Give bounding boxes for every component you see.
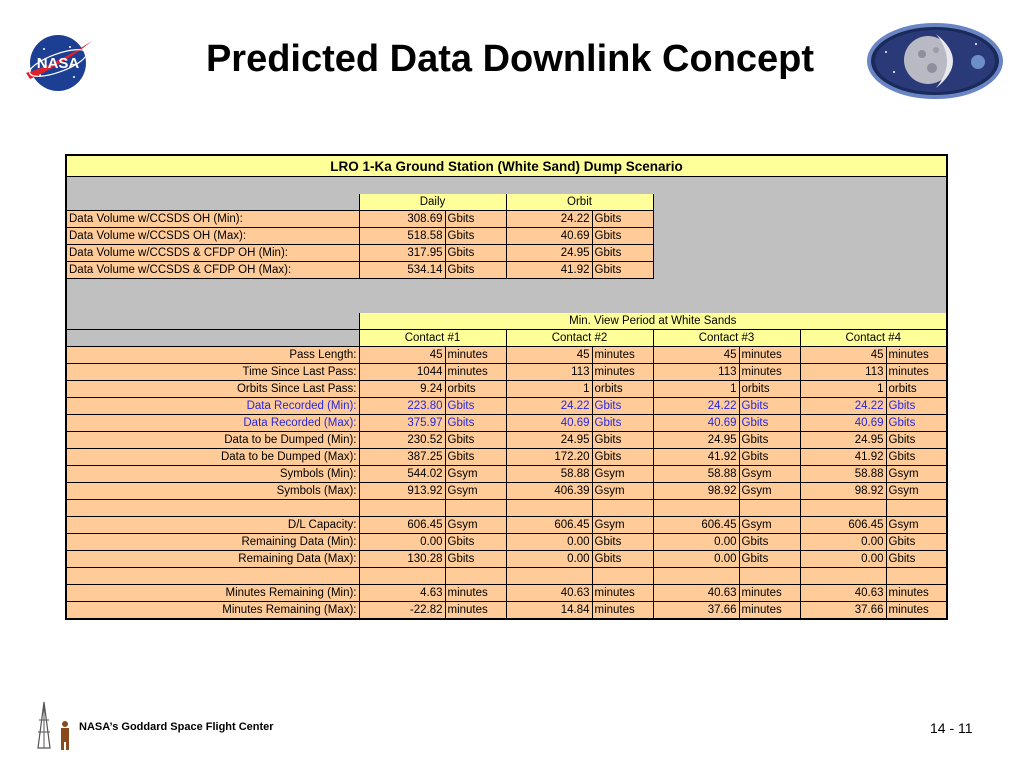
cell-unit: minutes <box>739 585 800 602</box>
blank-value <box>359 500 445 517</box>
table-title-row <box>66 155 947 177</box>
blank-row <box>66 500 947 517</box>
orbit-unit: Gbits <box>592 262 653 279</box>
lunar-mission-logo <box>866 22 1004 105</box>
cell-unit: Gsym <box>739 466 800 483</box>
orbit-unit: Gbits <box>592 228 653 245</box>
cell-value: 0.00 <box>800 551 886 568</box>
cell-value: 406.39 <box>506 483 592 500</box>
contact-header: Contact #2 <box>506 330 653 347</box>
contact-header: Contact #3 <box>653 330 800 347</box>
cell-unit: Gbits <box>592 534 653 551</box>
cell-value: 1 <box>506 381 592 398</box>
cell-unit: Gsym <box>445 517 506 534</box>
cell-unit: orbits <box>739 381 800 398</box>
cell-value: 4.63 <box>359 585 445 602</box>
blank-unit <box>445 568 506 585</box>
cell-value: 0.00 <box>800 534 886 551</box>
table-row <box>66 381 947 398</box>
spacer-row <box>66 296 947 313</box>
row-label: Data to be Dumped (Min): <box>66 432 359 449</box>
blank-value <box>800 568 886 585</box>
row-label: Symbols (Min): <box>66 466 359 483</box>
cell-value: 45 <box>506 347 592 364</box>
table-row <box>66 262 947 279</box>
table-row <box>66 347 947 364</box>
cell-unit: Gbits <box>739 432 800 449</box>
cell-value: 40.69 <box>653 415 739 432</box>
cell-unit: minutes <box>739 347 800 364</box>
blank-value <box>800 500 886 517</box>
row-label: Remaining Data (Max): <box>66 551 359 568</box>
blank-unit <box>592 568 653 585</box>
orbit-value: 41.92 <box>506 262 592 279</box>
blank-value <box>653 500 739 517</box>
cell-unit: Gsym <box>886 517 947 534</box>
row-label: Data Volume w/CCSDS & CFDP OH (Max): <box>66 262 359 279</box>
cell-value: 45 <box>653 347 739 364</box>
table-row <box>66 245 947 262</box>
blank-unit <box>592 500 653 517</box>
table-row <box>66 585 947 602</box>
cell-value: 606.45 <box>800 517 886 534</box>
cell-value: 1044 <box>359 364 445 381</box>
cell-unit: Gbits <box>886 551 947 568</box>
cell-value: 24.22 <box>506 398 592 415</box>
table-row <box>66 602 947 620</box>
cell-unit: Gbits <box>592 398 653 415</box>
cell-value: 0.00 <box>653 551 739 568</box>
top-row-fill <box>653 262 947 279</box>
daily-unit: Gbits <box>445 211 506 228</box>
table-row <box>66 432 947 449</box>
cell-value: 0.00 <box>506 551 592 568</box>
cell-unit: minutes <box>739 602 800 620</box>
view-period-blank <box>66 313 359 330</box>
slide-title: Predicted Data Downlink Concept <box>205 38 815 80</box>
cell-value: 58.88 <box>800 466 886 483</box>
daily-unit: Gbits <box>445 245 506 262</box>
nasa-logo <box>22 33 94 98</box>
cell-value: 606.45 <box>359 517 445 534</box>
blank-unit <box>886 568 947 585</box>
cell-unit: minutes <box>592 347 653 364</box>
table-row <box>66 415 947 432</box>
contact-header-row <box>66 330 947 347</box>
cell-unit: Gsym <box>445 466 506 483</box>
cell-unit: Gbits <box>445 534 506 551</box>
orbit-value: 24.95 <box>506 245 592 262</box>
cell-value: 98.92 <box>653 483 739 500</box>
cell-unit: minutes <box>592 585 653 602</box>
cell-unit: Gbits <box>886 432 947 449</box>
cell-unit: Gbits <box>445 449 506 466</box>
cell-unit: minutes <box>886 585 947 602</box>
row-label: Data Volume w/CCSDS OH (Min): <box>66 211 359 228</box>
top-row-fill <box>653 228 947 245</box>
cell-value: 1 <box>800 381 886 398</box>
cell-unit: minutes <box>886 347 947 364</box>
cell-unit: Gsym <box>592 517 653 534</box>
daily-value: 518.58 <box>359 228 445 245</box>
table-title: LRO 1-Ka Ground Station (White Sand) Dump Scenario <box>66 155 947 177</box>
daily-value: 534.14 <box>359 262 445 279</box>
cell-unit: Gbits <box>445 415 506 432</box>
table-row <box>66 449 947 466</box>
cell-value: -22.82 <box>359 602 445 620</box>
cell-value: 45 <box>800 347 886 364</box>
contact-header-blank <box>66 330 359 347</box>
spacer-row <box>66 279 947 296</box>
cell-value: 544.02 <box>359 466 445 483</box>
cell-unit: Gbits <box>592 449 653 466</box>
table-row <box>66 534 947 551</box>
row-label: Pass Length: <box>66 347 359 364</box>
cell-unit: Gsym <box>739 483 800 500</box>
spacer-cell <box>66 296 947 313</box>
cell-unit: Gbits <box>739 398 800 415</box>
cell-unit: Gbits <box>445 432 506 449</box>
cell-value: 1 <box>653 381 739 398</box>
view-period-row <box>66 313 947 330</box>
daily-unit: Gbits <box>445 262 506 279</box>
table-row <box>66 483 947 500</box>
view-period-header: Min. View Period at White Sands <box>359 313 947 330</box>
cell-value: 24.95 <box>506 432 592 449</box>
contact-header: Contact #4 <box>800 330 947 347</box>
cell-unit: Gbits <box>886 415 947 432</box>
cell-unit: Gsym <box>886 483 947 500</box>
cell-unit: orbits <box>592 381 653 398</box>
cell-value: 387.25 <box>359 449 445 466</box>
cell-unit: Gbits <box>445 551 506 568</box>
page-number: 14 - 11 <box>930 720 973 736</box>
table-row <box>66 466 947 483</box>
cell-unit: Gsym <box>592 483 653 500</box>
cell-unit: Gbits <box>739 415 800 432</box>
cell-value: 14.84 <box>506 602 592 620</box>
orbit-value: 40.69 <box>506 228 592 245</box>
cell-unit: minutes <box>445 347 506 364</box>
daily-value: 308.69 <box>359 211 445 228</box>
cell-value: 37.66 <box>800 602 886 620</box>
row-label: Data Volume w/CCSDS OH (Max): <box>66 228 359 245</box>
row-label: Data Recorded (Min): <box>66 398 359 415</box>
cell-unit: minutes <box>886 602 947 620</box>
footer-org: NASA’s Goddard Space Flight Center <box>79 721 274 733</box>
row-label: Symbols (Max): <box>66 483 359 500</box>
goddard-footer-logo <box>30 698 78 759</box>
header-daily: Daily <box>359 194 506 211</box>
cell-value: 0.00 <box>359 534 445 551</box>
contact-header: Contact #1 <box>359 330 506 347</box>
daily-value: 317.95 <box>359 245 445 262</box>
cell-unit: minutes <box>592 602 653 620</box>
cell-unit: Gsym <box>886 466 947 483</box>
top-header-blank <box>66 194 359 211</box>
header-orbit: Orbit <box>506 194 653 211</box>
cell-value: 606.45 <box>653 517 739 534</box>
cell-unit: orbits <box>445 381 506 398</box>
cell-unit: Gsym <box>592 466 653 483</box>
cell-unit: minutes <box>886 364 947 381</box>
top-row-fill <box>653 211 947 228</box>
cell-unit: Gbits <box>886 534 947 551</box>
blank-unit <box>739 500 800 517</box>
nasa-logo-text: NASA <box>36 55 80 72</box>
cell-value: 24.22 <box>800 398 886 415</box>
cell-unit: Gsym <box>445 483 506 500</box>
blank-label <box>66 500 359 517</box>
orbit-unit: Gbits <box>592 245 653 262</box>
cell-value: 40.69 <box>506 415 592 432</box>
cell-value: 41.92 <box>800 449 886 466</box>
orbit-value: 24.22 <box>506 211 592 228</box>
cell-value: 41.92 <box>653 449 739 466</box>
cell-value: 375.97 <box>359 415 445 432</box>
cell-value: 37.66 <box>653 602 739 620</box>
table-row <box>66 211 947 228</box>
cell-unit: Gbits <box>592 551 653 568</box>
table-row <box>66 398 947 415</box>
cell-value: 113 <box>506 364 592 381</box>
row-label: Time Since Last Pass: <box>66 364 359 381</box>
cell-value: 172.20 <box>506 449 592 466</box>
cell-value: 606.45 <box>506 517 592 534</box>
cell-value: 913.92 <box>359 483 445 500</box>
cell-unit: Gbits <box>592 432 653 449</box>
cell-unit: Gbits <box>739 551 800 568</box>
top-row-fill <box>653 245 947 262</box>
cell-value: 24.95 <box>653 432 739 449</box>
cell-value: 45 <box>359 347 445 364</box>
cell-unit: Gbits <box>886 449 947 466</box>
blank-value <box>653 568 739 585</box>
row-label: D/L Capacity: <box>66 517 359 534</box>
cell-unit: Gbits <box>445 398 506 415</box>
row-label: Remaining Data (Min): <box>66 534 359 551</box>
cell-unit: Gbits <box>739 534 800 551</box>
daily-unit: Gbits <box>445 228 506 245</box>
blank-value <box>359 568 445 585</box>
cell-value: 40.63 <box>506 585 592 602</box>
spacer-cell <box>66 177 947 194</box>
cell-unit: minutes <box>445 364 506 381</box>
cell-unit: minutes <box>592 364 653 381</box>
cell-value: 0.00 <box>506 534 592 551</box>
row-label: Data Volume w/CCSDS & CFDP OH (Min): <box>66 245 359 262</box>
cell-unit: Gbits <box>886 398 947 415</box>
table-row <box>66 228 947 245</box>
blank-unit <box>739 568 800 585</box>
blank-label <box>66 568 359 585</box>
cell-value: 58.88 <box>653 466 739 483</box>
cell-unit: Gsym <box>739 517 800 534</box>
row-label: Data to be Dumped (Max): <box>66 449 359 466</box>
cell-unit: minutes <box>739 364 800 381</box>
cell-value: 40.63 <box>800 585 886 602</box>
cell-value: 40.63 <box>653 585 739 602</box>
cell-value: 0.00 <box>653 534 739 551</box>
blank-unit <box>886 500 947 517</box>
row-label: Orbits Since Last Pass: <box>66 381 359 398</box>
cell-value: 58.88 <box>506 466 592 483</box>
spacer-row <box>66 177 947 194</box>
table-row <box>66 517 947 534</box>
cell-value: 9.24 <box>359 381 445 398</box>
top-header-row <box>66 194 947 211</box>
dump-scenario-table <box>65 154 948 620</box>
cell-value: 24.95 <box>800 432 886 449</box>
cell-value: 130.28 <box>359 551 445 568</box>
cell-value: 24.22 <box>653 398 739 415</box>
table-row <box>66 551 947 568</box>
cell-unit: orbits <box>886 381 947 398</box>
cell-value: 230.52 <box>359 432 445 449</box>
blank-value <box>506 500 592 517</box>
cell-value: 223.80 <box>359 398 445 415</box>
cell-value: 113 <box>800 364 886 381</box>
cell-value: 98.92 <box>800 483 886 500</box>
row-label: Minutes Remaining (Min): <box>66 585 359 602</box>
cell-unit: Gbits <box>592 415 653 432</box>
table-row <box>66 364 947 381</box>
cell-unit: minutes <box>445 602 506 620</box>
row-label: Data Recorded (Max): <box>66 415 359 432</box>
blank-value <box>506 568 592 585</box>
spacer-cell <box>66 279 947 296</box>
cell-unit: Gbits <box>739 449 800 466</box>
blank-unit <box>445 500 506 517</box>
top-header-fill <box>653 194 947 211</box>
blank-row <box>66 568 947 585</box>
orbit-unit: Gbits <box>592 211 653 228</box>
cell-unit: minutes <box>445 585 506 602</box>
row-label: Minutes Remaining (Max): <box>66 602 359 620</box>
cell-value: 113 <box>653 364 739 381</box>
cell-value: 40.69 <box>800 415 886 432</box>
